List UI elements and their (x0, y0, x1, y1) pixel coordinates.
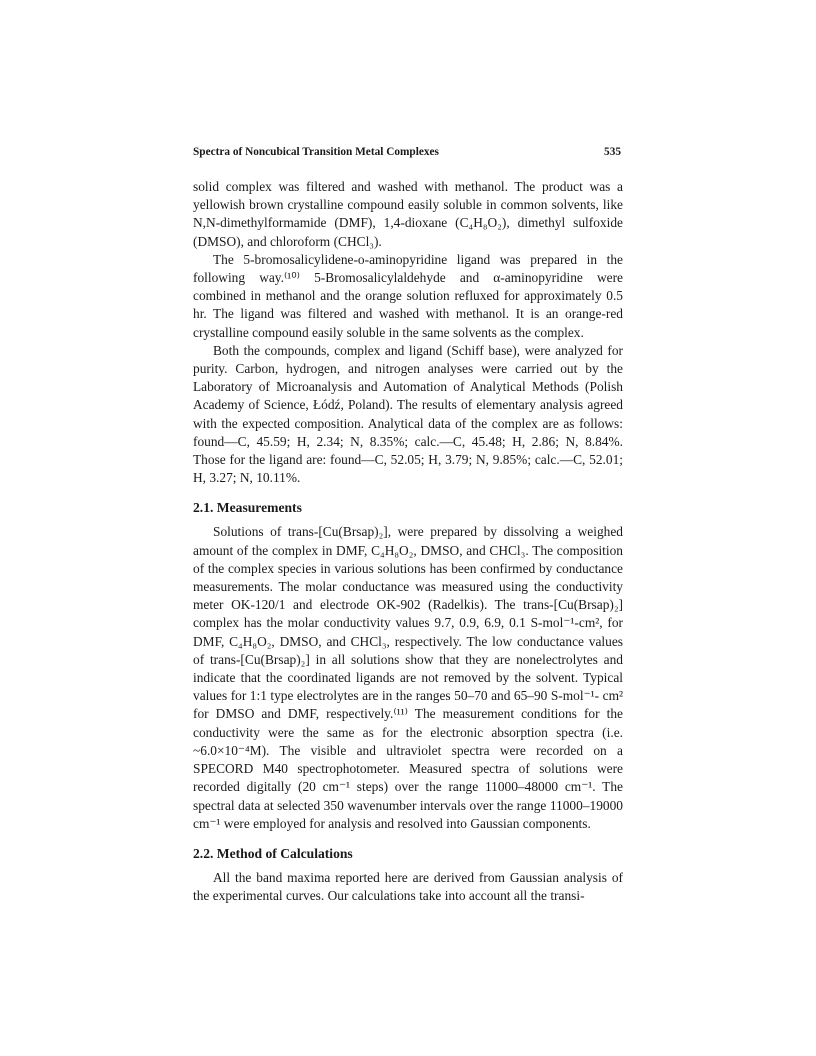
page-number: 535 (604, 146, 621, 158)
paragraph: The 5-bromosalicylidene-o-aminopyridine ligand was prepared in the following way.⁽¹⁰⁾ 5-Bromosalicylaldehyde and α-aminopyridine were combined in methanol and the orange solution refluxed for approximately 0.5 hr. The ligand was filtered and washed with methanol. It is an orange-red crystalline compound easily soluble in the same solvents as the complex. (193, 251, 623, 340)
body-text (193, 178, 623, 905)
paragraph: solid complex was filtered and washed with methanol. The product was a yellowish brown crystalline compound easily soluble in common solvents, like N,N-dimethylformamide (DMF), 1,4-dioxane (C₄H₈O₂), dimethyl sulfoxide (DMSO), and chloroform (CHCl₃). (193, 179, 623, 249)
running-title: Spectra of Noncubical Transition Metal Complexes (193, 146, 439, 158)
paragraph: All the band maxima reported here are derived from Gaussian analysis of the experimental curves. Our calculations take into account all the transi- (193, 869, 623, 904)
section-heading-measurements: 2.1. Measurements (193, 500, 302, 516)
paragraph: Solutions of trans-[Cu(Brsap)₂], were prepared by dissolving a weighed amount of the complex in DMF, C₄H₈O₂, DMSO, and CHCl₃. The composition of the complex species in various solutions has been confirmed by conductance measurements. The molar conductance was measured using the conductivity meter OK-120/1 and electrode OK-902 (Radelkis). The trans-[Cu(Brsap)₂] complex has the molar conductivity values 9.7, 0.9, 6.9, 0.1 S-mol⁻¹-cm², for DMF, C₄H₈O₂, DMSO, and CHCl₃, respectively. The low conductance values of trans-[Cu(Brsap)₂] in all solutions show that they are nonelectrolytes and indicate that the coordinated ligands are not removed by the solvent. Typical values for 1:1 type electrolytes are in the ranges 50–70 and 65–90 S-mol⁻¹- cm² for DMSO and DMF, respectively.⁽¹¹⁾ The measurement conditions for the conductivity were the same as for the electronic absorption spectra (i.e. ~6.0×10⁻⁴M). The visible and ultraviolet spectra were recorded on a SPECORD M40 spectrophotometer. Measured spectra of solutions were recorded digitally (20 cm⁻¹ steps) over the range 11000–48000 cm⁻¹. The spectral data at selected 350 wavenumber intervals over the range 11000–19000 cm⁻¹ were employed for analysis and resolved into Gaussian components. (193, 524, 623, 831)
running-head (193, 146, 623, 158)
paragraph: Both the compounds, complex and ligand (Schiff base), were analyzed for purity. Carbon, hydrogen, and nitrogen analyses were carried out by the Laboratory of Microanalysis and Automation of Analytical Methods (Polish Academy of Science, Łódź, Poland). The results of elementary analysis agreed with the expected composition. Analytical data of the complex are as follows: found—C, 45.59; H, 2.34; N, 8.35%; calc.—C, 45.48; H, 2.86; N, 8.84%. Those for the ligand are: found—C, 52.05; H, 3.79; N, 9.85%; calc.—C, 52.01; H, 3.27; N, 10.11%. (193, 342, 623, 486)
section-heading-method: 2.2. Method of Calculations (193, 845, 353, 861)
